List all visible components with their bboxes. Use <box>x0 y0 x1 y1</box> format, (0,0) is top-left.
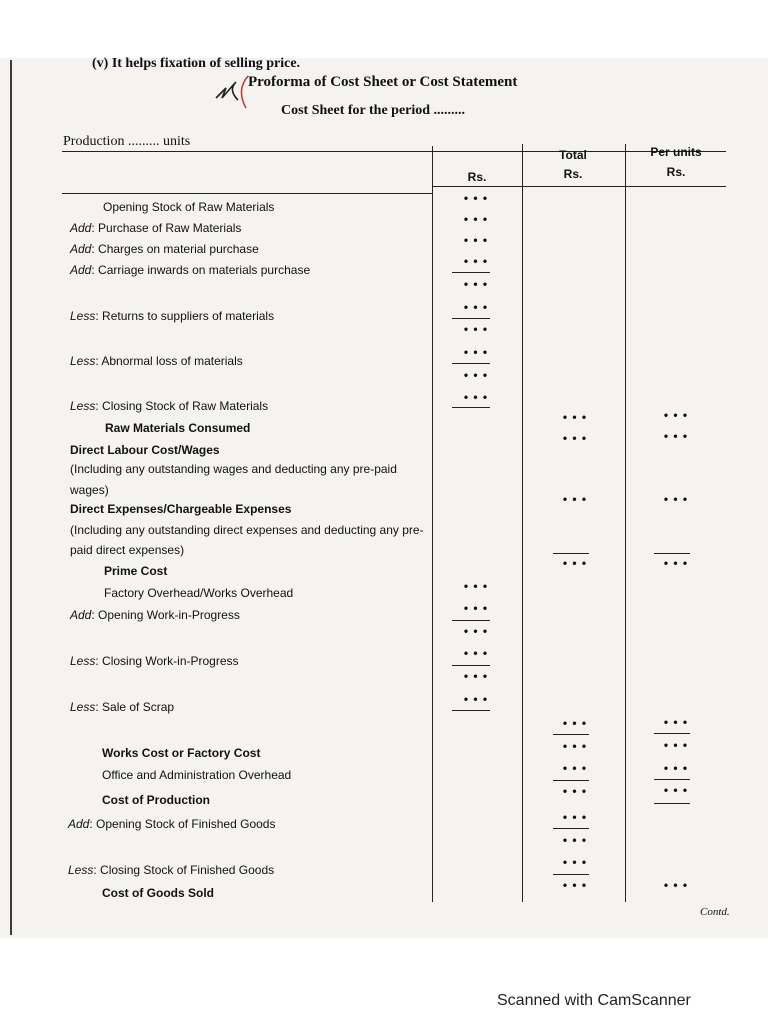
row-purchase-raw: Add: Purchase of Raw Materials <box>70 221 242 235</box>
rs-value: • • • <box>463 368 489 382</box>
total-value: • • • <box>562 810 588 824</box>
row-cost-of-production: Cost of Production <box>102 793 210 807</box>
total-value: • • • <box>562 716 588 730</box>
subtotal-line <box>553 828 589 829</box>
subtotal-line <box>654 779 690 780</box>
total-value: • • • <box>562 410 588 424</box>
row-opening-finished-goods: Add: Opening Stock of Finished Goods <box>68 817 276 831</box>
rs-value: • • • <box>463 191 489 205</box>
col-divider-total <box>522 144 523 902</box>
col-divider-per <box>625 144 626 902</box>
row-direct-labour: Direct Labour Cost/Wages <box>70 443 220 457</box>
per-unit-value: • • • <box>663 783 689 797</box>
page-subtitle: Cost Sheet for the period ......... <box>281 103 466 118</box>
subtotal-line <box>553 734 589 735</box>
row-direct-expenses-note-2: paid direct expenses) <box>70 543 185 557</box>
rs-value: • • • <box>463 254 489 268</box>
subtotal-line <box>452 318 490 319</box>
row-cost-of-goods-sold: Cost of Goods Sold <box>102 886 214 900</box>
rs-value: • • • <box>463 601 489 615</box>
row-closing-wip: Less: Closing Work-in-Progress <box>70 654 239 668</box>
col-header-total-rs: Rs. <box>563 167 583 181</box>
col-header-total: Total <box>559 148 587 162</box>
row-raw-materials-consumed: Raw Materials Consumed <box>105 421 251 435</box>
col-header-per-units-rs: Rs. <box>666 165 686 179</box>
col-header-per-units: Per units <box>650 145 702 159</box>
subtotal-line <box>452 272 490 273</box>
rs-value: • • • <box>463 322 489 336</box>
total-value: • • • <box>562 784 588 798</box>
per-unit-value: • • • <box>663 878 689 892</box>
rs-value: • • • <box>463 277 489 291</box>
per-unit-value: • • • <box>663 492 689 506</box>
row-direct-labour-note-2: wages) <box>70 483 109 497</box>
subtotal-line <box>654 553 690 554</box>
per-unit-value: • • • <box>663 429 689 443</box>
rs-value: • • • <box>463 692 489 706</box>
col-divider-rs <box>432 146 433 902</box>
rs-value: • • • <box>463 646 489 660</box>
row-direct-expenses-note: (Including any outstanding direct expenses and deducting any pre- <box>70 523 424 537</box>
rs-value: • • • <box>463 345 489 359</box>
row-opening-wip: Add: Opening Work-in-Progress <box>70 608 240 622</box>
subtotal-line <box>452 407 490 408</box>
per-unit-value: • • • <box>663 738 689 752</box>
row-works-cost: Works Cost or Factory Cost <box>102 746 261 760</box>
row-charges-purchase: Add: Charges on material purchase <box>70 242 259 256</box>
page-title: Proforma of Cost Sheet or Cost Statement <box>248 74 518 90</box>
row-opening-stock-raw: Opening Stock of Raw Materials <box>103 200 275 214</box>
row-carriage-inwards: Add: Carriage inwards on materials purchase <box>70 263 311 277</box>
subtotal-line <box>553 780 589 781</box>
rs-value: • • • <box>463 212 489 226</box>
subtotal-line <box>654 803 690 804</box>
per-unit-value: • • • <box>663 761 689 775</box>
scanner-watermark: Scanned with CamScanner <box>497 992 691 1009</box>
intro-line: (v) It helps fixation of selling price. <box>92 56 301 71</box>
total-value: • • • <box>562 556 588 570</box>
subtotal-line <box>452 665 490 666</box>
total-value: • • • <box>562 431 588 445</box>
table-header-line-right <box>432 186 726 187</box>
rs-value: • • • <box>463 390 489 404</box>
total-value: • • • <box>562 878 588 892</box>
row-direct-labour-note: (Including any outstanding wages and deducting any pre-paid <box>70 462 397 476</box>
row-prime-cost: Prime Cost <box>104 564 168 578</box>
total-value: • • • <box>562 761 588 775</box>
subtotal-line <box>654 733 690 734</box>
table-header-line <box>62 193 432 194</box>
rs-value: • • • <box>463 300 489 314</box>
total-value: • • • <box>562 739 588 753</box>
rs-value: • • • <box>463 669 489 683</box>
row-direct-expenses: Direct Expenses/Chargeable Expenses <box>70 502 292 516</box>
row-abnormal-loss: Less: Abnormal loss of materials <box>70 354 243 368</box>
row-sale-of-scrap: Less: Sale of Scrap <box>70 700 175 714</box>
subtotal-line <box>553 874 589 875</box>
col-header-rs: Rs. <box>467 170 487 184</box>
row-returns-suppliers: Less: Returns to suppliers of materials <box>70 309 275 323</box>
page-edge <box>10 60 12 935</box>
per-unit-value: • • • <box>663 715 689 729</box>
production-units: Production ......... units <box>63 134 191 149</box>
subtotal-line <box>553 553 589 554</box>
total-value: • • • <box>562 492 588 506</box>
rs-value: • • • <box>463 233 489 247</box>
row-office-admin-overhead: Office and Administration Overhead <box>102 768 292 782</box>
per-unit-value: • • • <box>663 408 689 422</box>
rs-value: • • • <box>463 624 489 638</box>
total-value: • • • <box>562 855 588 869</box>
subtotal-line <box>452 620 490 621</box>
subtotal-line <box>452 710 490 711</box>
rs-value: • • • <box>463 579 489 593</box>
subtotal-line <box>452 363 490 364</box>
row-closing-finished-goods: Less: Closing Stock of Finished Goods <box>68 863 275 877</box>
row-factory-overhead: Factory Overhead/Works Overhead <box>104 586 294 600</box>
total-value: • • • <box>562 833 588 847</box>
continued-note: Contd. <box>700 906 730 918</box>
row-closing-stock-raw: Less: Closing Stock of Raw Materials <box>70 399 269 413</box>
per-unit-value: • • • <box>663 556 689 570</box>
